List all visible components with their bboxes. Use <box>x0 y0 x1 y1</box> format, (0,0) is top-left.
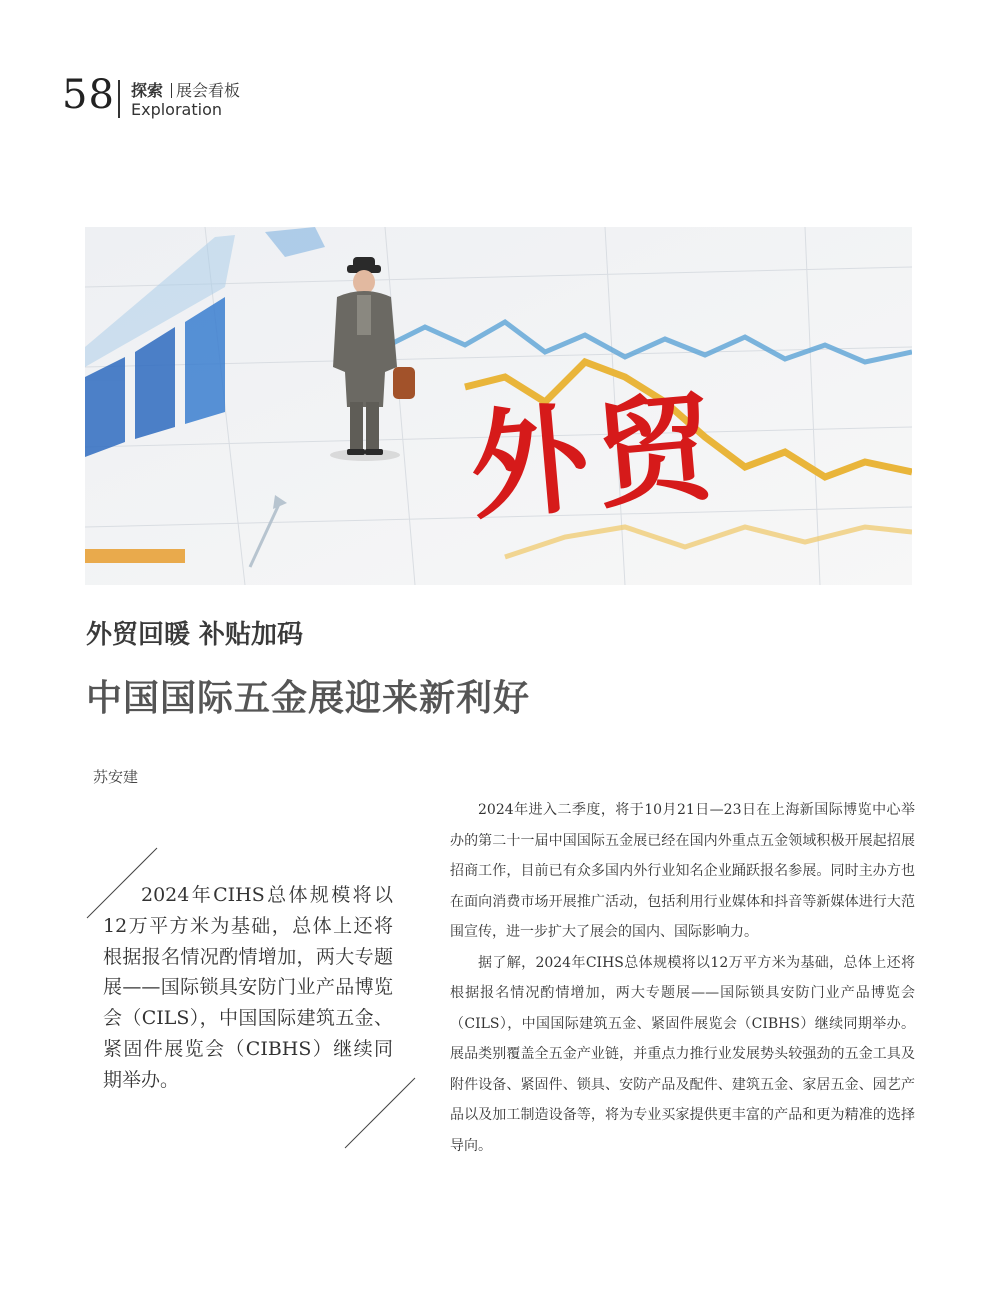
section-title-english: Exploration <box>131 100 222 119</box>
section-title: 探索 <box>131 81 164 100</box>
article-subtitle: 外贸回暖 补贴加码 <box>86 620 304 650</box>
section-separator <box>171 83 172 98</box>
article-body <box>450 795 915 1161</box>
page-number: 58 <box>62 72 115 118</box>
subsection-title: 展会看板 <box>176 81 241 100</box>
body-paragraph: 据了解，2024年CIHS总体规模将以12万平方米为基础，总体上还将根据报名情况酌情增加，两大专题展——国际锁具安防门业产品博览会（CILS），中国国际建筑五金、紧固件展览会（CIBHS）继续同期举办。展品类别覆盖全五金产业链，并重点力推行业发展势头较强劲的五金工具及附件设备、紧固件、锁具、安防产品及配件、建筑五金、家居五金、园艺产品以及加工制造设备等，将为专业买家提供更丰富的产品和更为精准的选择导向。 <box>450 954 915 1154</box>
article-title: 中国国际五金展迎来新利好 <box>86 678 531 719</box>
hero-image <box>85 227 912 585</box>
hero-overlay-text: 外贸 <box>464 377 728 537</box>
hero-illustration <box>85 227 912 585</box>
pull-quote: 2024年CIHS总体规模将以12万平方米为基础，总体上还将根据报名情况酌情增加，两大专题展——国际锁具安防门业产品博览会（CILS），中国国际建筑五金、紧固件展览会（CIBHS）继续同期举办。 <box>103 884 393 1091</box>
header-divider <box>118 80 120 118</box>
pull-quote-bottom-line <box>343 1075 418 1150</box>
article-author: 苏安建 <box>93 768 139 786</box>
body-paragraph: 2024年进入二季度，将于10月21日—23日在上海新国际博览中心举办的第二十一届中国国际五金展已经在国内外重点五金领域积极开展起招展招商工作，目前已有众多国内外行业知名企业踊跃报名参展。同时主办方也在面向消费市场开展推广活动，包括利用行业媒体和抖音等新媒体进行大范围宣传，进一步扩大了展会的国内、国际影响力。 <box>450 802 915 940</box>
section-label <box>131 78 240 101</box>
